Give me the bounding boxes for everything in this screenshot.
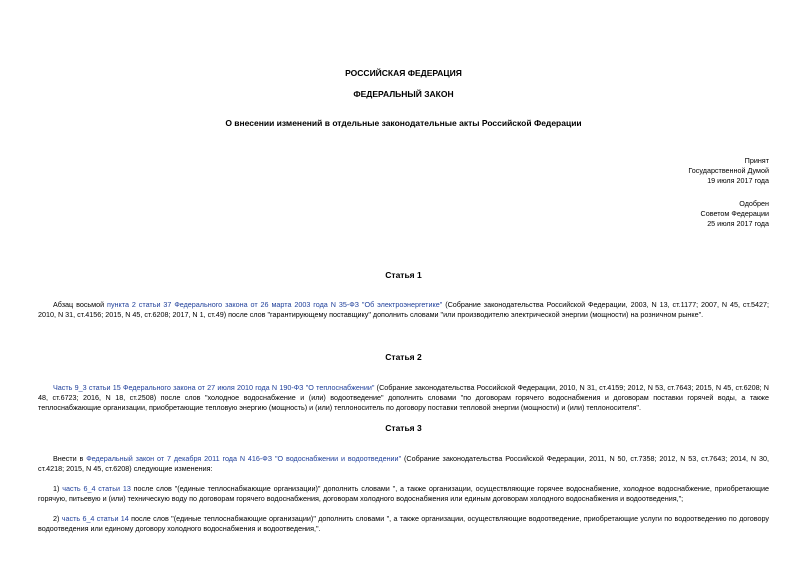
link-water-supply-law[interactable]: Федеральный закон от 7 декабря 2011 года N 416-ФЗ "О водоснабжении и водоотведении"	[86, 454, 402, 463]
approved-date: 25 июля 2017 года	[707, 219, 769, 228]
law-title: О внесении изменений в отдельные законодательные акты Российской Федерации	[225, 118, 582, 128]
country-heading: РОССИЙСКАЯ ФЕДЕРАЦИЯ	[345, 68, 462, 78]
article-1-pre: Абзац восьмой	[53, 300, 108, 309]
item-1-number: 1)	[53, 484, 63, 493]
article-3-intro	[38, 454, 769, 474]
article-3-intro-pre: Внести в	[53, 454, 87, 463]
article-3-item-2	[38, 514, 769, 534]
approved-by: Советом Федерации	[700, 209, 769, 218]
item-1-post: после слов "(единые теплоснабжающие организации)" дополнить словами ", а также организации, осуществляющие горячее водоснабжение, холодное водоснабжение, приобретающие	[130, 484, 769, 493]
link-heat-supply-law[interactable]: Часть 9_3 статьи 15 Федерального закона от 27 июля 2010 года N 190-ФЗ "О теплоснабжении"	[53, 383, 375, 392]
article-2-line-3: теплоснабжающие организации, приобретающие тепловую энергию (мощность) и (или) теплоноситель по договору поставки тепловой энергии (мощности) и (или) теплоносителя".	[38, 403, 641, 412]
article-3-intro-post: (Собрание законодательства Российской Федерации, 2011, N 50, ст.7358; 2012, N 53, ст.7643; 2014, N 30,	[401, 454, 769, 463]
article-1-post: (Собрание законодательства Российской Федерации, 2003, N 13, ст.1177; 2007, N 45, ст.5427;	[442, 300, 769, 309]
article-1-line-2: 2010, N 31, ст.4156; 2015, N 45, ст.6208; 2017, N 1, ст.49) после слов "гарантирующему поставщику" дополнить словами "или производителю электрической энергии (мощности) на розничном рынке".	[38, 310, 704, 319]
accepted-label: Принят	[744, 156, 769, 165]
article-3-intro-line-1	[38, 454, 769, 464]
item-2-post: после слов "(единые теплоснабжающие организации)" дополнить словами ", а также организации, осуществляющие водоотведение, приобретающие услуги по водоотведению по договору	[128, 514, 769, 523]
approval-block	[701, 199, 769, 229]
article-1-heading: Статья 1	[385, 270, 422, 280]
approved-label: Одобрен	[739, 199, 769, 208]
article-1-line-1	[38, 300, 769, 310]
article-2-line-1	[38, 383, 769, 393]
item-2-number: 2)	[53, 514, 62, 523]
accepted-date: 19 июля 2017 года	[707, 176, 769, 185]
article-3-heading: Статья 3	[385, 423, 422, 433]
law-type-heading: ФЕДЕРАЛЬНЫЙ ЗАКОН	[353, 89, 454, 99]
accepted-by: Государственной Думой	[688, 166, 769, 175]
article-2-line-2: 48, ст.6723; 2016, N 18, ст.2508) после слов "холодное водоснабжение и (или) водоотведение" дополнить словами "по договорам горячего водоснабжения и договорам поставки горячей воды, а также	[38, 393, 769, 402]
article-1-text	[38, 300, 769, 320]
adoption-block	[688, 156, 769, 186]
article-3-item-1	[38, 484, 769, 504]
item-2-line-1	[38, 514, 769, 524]
article-2-post: (Собрание законодательства Российской Федерации, 2010, N 31, ст.4159; 2012, N 53, ст.7643; 2015, N 45, ст.6208; N	[374, 383, 769, 392]
link-electroenergetics-law[interactable]: пункта 2 статьи 37 Федерального закона от 26 марта 2003 года N 35-ФЗ "Об электроэнергетике"	[107, 300, 443, 309]
item-1-line-1	[38, 484, 769, 494]
link-part-6-4-article-13[interactable]: часть 6_4 статьи 13	[62, 484, 131, 493]
article-2-heading: Статья 2	[385, 352, 422, 362]
item-2-line-2: водоотведения или единому договору холодного водоснабжения и водоотведения,".	[38, 524, 321, 533]
article-3-intro-line-2: ст.4218; 2015, N 45, ст.6208) следующие изменения:	[38, 464, 213, 473]
item-1-line-2: горячую, питьевую и (или) техническую воду по договорам горячего водоснабжения, договорам холодного водоснабжения или единым договорам холодного водоснабжения и водоотведения,";	[38, 494, 684, 503]
link-part-6-4-article-14[interactable]: часть 6_4 статьи 14	[61, 514, 129, 523]
article-2-text	[38, 383, 769, 413]
